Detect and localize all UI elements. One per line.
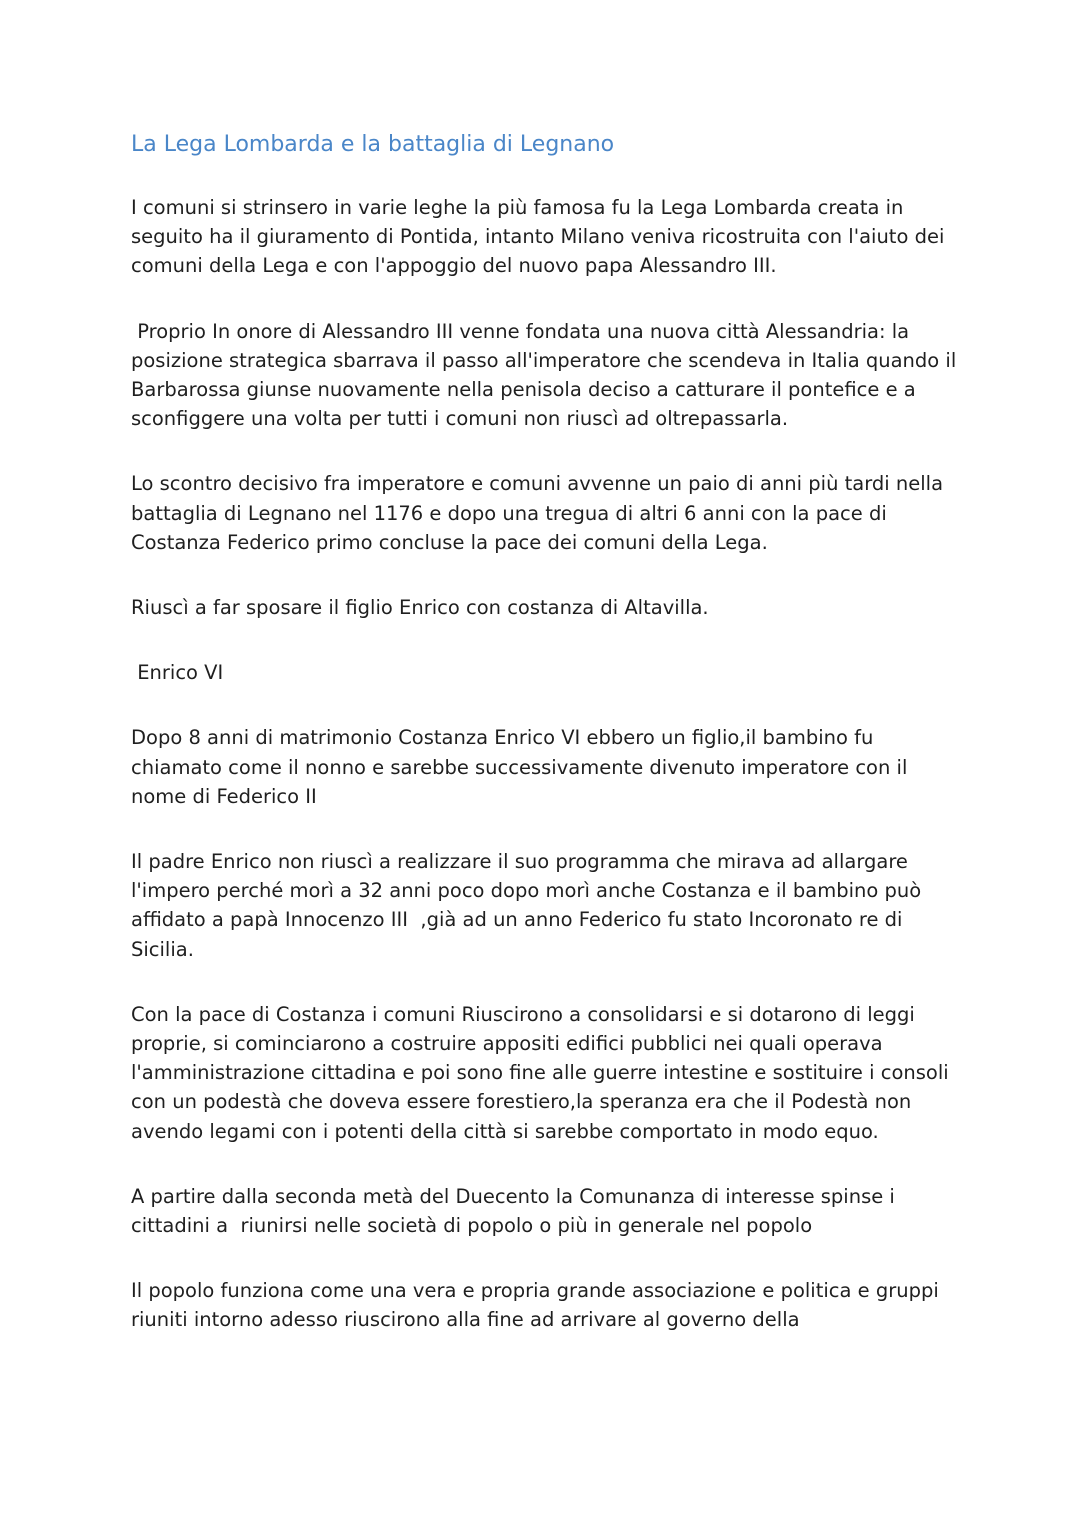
paragraph-lega-lombarda: I comuni si strinsero in varie leghe la più famosa fu la Lega Lombarda creata in seguito ha il giuramento di Pontida, intanto Milano veniva ricostruita con l'aiuto dei comuni della Lega e con l'appoggio del nuovo papa Alessandro III.: [131, 196, 951, 278]
paragraph-podesta: Con la pace di Costanza i comuni Riuscirono a consolidarsi e si dotarono di leggi proprie, si cominciarono a costruire appositi edifici pubblici nei quali operava l'amministrazione cittadina e poi sono fine alle guerre intestine e sostituire i consoli con un podestà che doveva essere forestiero,la speranza era che il Podestà non avendo legami con i potenti della città si sarebbe comportato in modo equo.: [131, 1002, 955, 1143]
paragraph-alessandria: Proprio In onore di Alessandro III venne fondata una nuova città Alessandria: la posizione strategica sbarrava il passo all'imperatore che scendeva in Italia quando il Barbarossa giunse nuovamente nella penisola deciso a catturare il pontefice e a sconfiggere una volta per tutti i comuni non riuscì ad oltrepassarla.: [131, 319, 963, 431]
document-title: La Lega Lombarda e la battaglia di Legnano: [131, 132, 615, 157]
paragraph-enrico-vi-heading: Enrico VI: [131, 661, 224, 685]
document-page: [131, 128, 961, 1371]
paragraph-morte-enrico: Il padre Enrico non riuscì a realizzare il suo programma che mirava ad allargare l'impero perché morì a 32 anni poco dopo morì anche Costanza e il bambino può affidato a papà Innocenzo III ,già ad un anno Federico fu stato Incoronato re di Sicilia.: [131, 850, 928, 961]
paragraph-legnano: Lo scontro decisivo fra imperatore e comuni avvenne un paio di anni più tardi nella battaglia di Legnano nel 1176 e dopo una tregua di altri 6 anni con la pace di Costanza Federico primo concluse la pace dei comuni della Lega.: [131, 472, 950, 554]
paragraph-popolo: A partire dalla seconda metà del Duecento la Comunanza di interesse spinse i cittadini a riunirsi nelle società di popolo o più in generale nel popolo: [131, 1184, 902, 1238]
paragraph-federico-ii: Dopo 8 anni di matrimonio Costanza Enrico VI ebbero un figlio,il bambino fu chiamato come il nonno e sarebbe successivamente divenuto imperatore con il nome di Federico II: [131, 726, 914, 808]
paragraph-matrimonio: Riuscì a far sposare il figlio Enrico con costanza di Altavilla.: [131, 596, 709, 620]
paragraph-associazione: Il popolo funziona come una vera e propria grande associazione e politica e gruppi riuniti intorno adesso riuscirono alla fine ad arrivare al governo della: [131, 1279, 945, 1332]
